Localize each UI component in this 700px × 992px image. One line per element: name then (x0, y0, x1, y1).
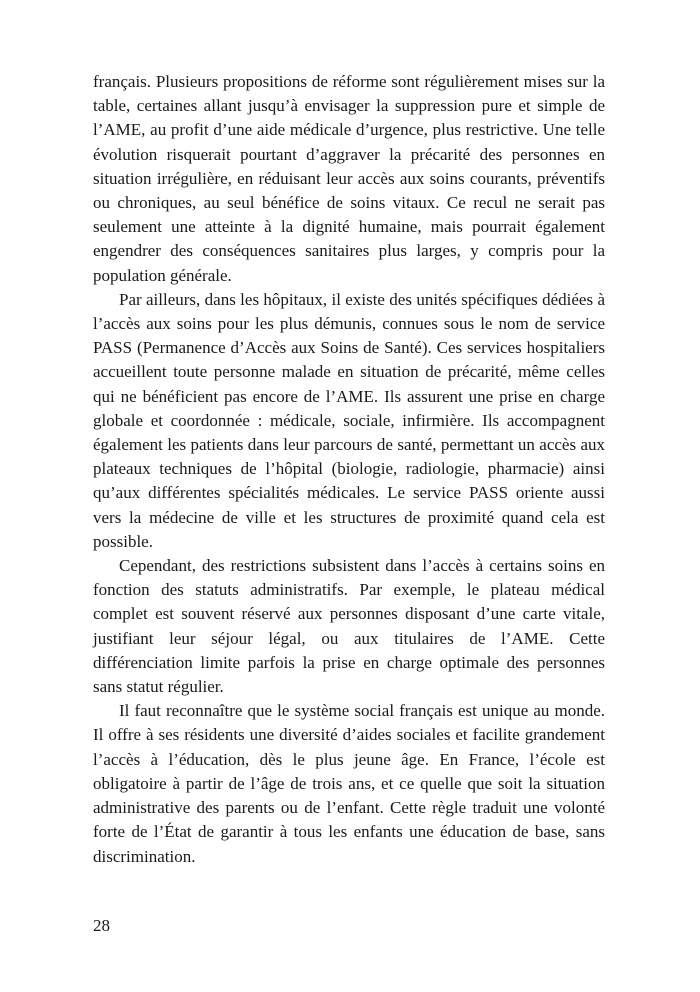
paragraph-pass-service: Par ailleurs, dans les hôpitaux, il existe des unités spécifiques dédiées à l’accès aux soins pour les plus démunis, connues sous le nom de service PASS (Permanence d’Accès aux Soins de Santé). Ces services hospitaliers accueillent toute personne malade en situation de précarité, même celles qui ne bénéficient pas encore de l’AME. Ils assurent une prise en charge globale et coordonnée : médicale, sociale, infirmière. Ils accompagnent également les patients dans leur parcours de santé, permettant un accès aux plateaux techniques de l’hôpital (biologie, radiologie, pharmacie) ainsi qu’aux différentes spécialités médicales. Le service PASS oriente aussi vers la médecine de ville et les structures de proximité quand cela est possible. (93, 289, 605, 551)
paragraph-social-system: Il faut reconnaître que le système social français est unique au monde. Il offre à ses résidents une diversité d’aides sociales et facilite grandement l’accès à l’éducation, dès le plus jeune âge. En France, l’école est obligatoire à partir de l’âge de trois ans, et ce quelle que soit la situation administrative des parents ou de l’enfant. Cette règle traduit une volonté forte de l’État de garantir à tous les enfants une éducation de base, sans discrimination. (93, 701, 605, 866)
paragraph-restrictions: Cependant, des restrictions subsistent dans l’accès à certains soins en fonction des statuts administratifs. Par exemple, le plateau médical complet est souvent réservé aux personnes disposant d’une carte vitale, justifiant leur séjour légal, ou aux titulaires de l’AME. Cette différenciation limite parfois la prise en charge optimale des personnes sans statut régulier. (93, 556, 605, 697)
page-number: 28 (93, 916, 110, 935)
body-text (93, 70, 605, 869)
paragraph-continuation: français. Plusieurs propositions de réforme sont régulièrement mises sur la table, certaines allant jusqu’à envisager la suppression pure et simple de l’AME, au profit d’une aide médicale d’urgence, plus restrictive. Une telle évolution risquerait pourtant d’aggraver la précarité des personnes en situation irrégulière, en réduisant leur accès aux soins courants, préventifs ou chroniques, au seul bénéfice de soins vitaux. Ce recul ne serait pas seulement une atteinte à la dignité humaine, mais pourrait également engendrer des conséquences sanitaires plus larges, y compris pour la population générale. (93, 72, 605, 285)
